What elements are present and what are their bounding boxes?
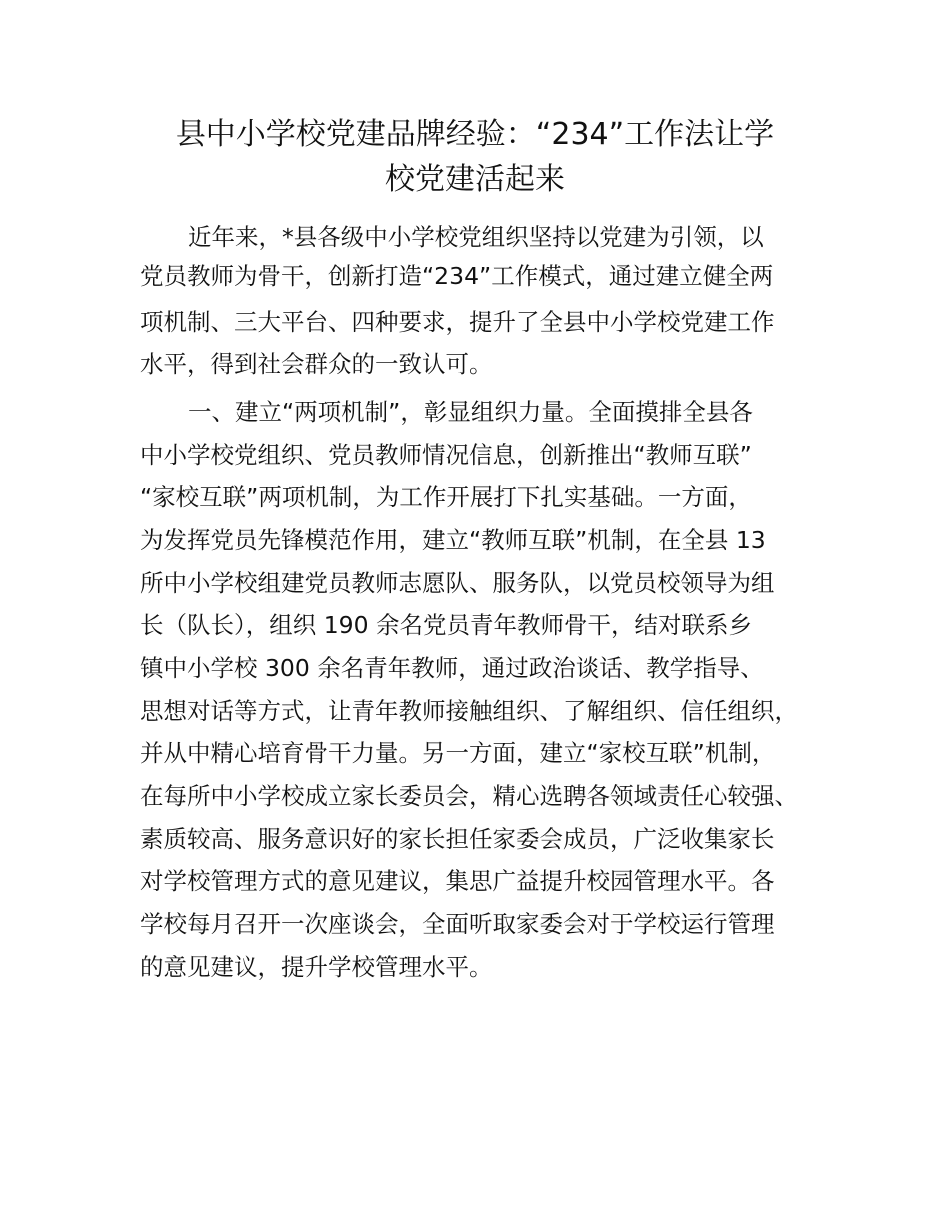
text-line: 素质较高、服务意识好的家长担任家委会成员，广泛收集家长 <box>140 825 775 853</box>
text-line: 所中小学校组建党员教师志愿队、服务队，以党员校领导为组 <box>140 569 775 597</box>
text-line: 镇中小学校 300 余名青年教师，通过政治谈话、教学指导、 <box>140 654 764 682</box>
title-line: 县中小学校党建品牌经验：“234”工作法让学 <box>175 117 775 152</box>
text-line: 对学校管理方式的意见建议，集思广益提升校园管理水平。各 <box>140 867 775 895</box>
text-line: 项机制、三大平台、四种要求，提升了全县中小学校党建工作 <box>140 308 775 336</box>
text-line: 的意见建议，提升学校管理水平。 <box>140 953 493 981</box>
text-line: 一、建立“两项机制”，彰显组织力量。全面摸排全县各 <box>188 398 753 426</box>
title-line: 校党建活起来 <box>385 162 565 197</box>
text-line: 在每所中小学校成立家长委员会，精心选聘各领域责任心较强、 <box>140 782 798 810</box>
text-line: 思想对话等方式，让青年教师接触组织、了解组织、信任组织， <box>140 697 798 725</box>
text-line: 近年来，*县各级中小学校党组织坚持以党建为引领，以 <box>188 223 764 251</box>
text-line: 水平，得到社会群众的一致认可。 <box>140 350 493 378</box>
text-line: 党员教师为骨干，创新打造“234”工作模式，通过建立健全两 <box>140 262 774 290</box>
text-line: 学校每月召开一次座谈会，全面听取家委会对于学校运行管理 <box>140 910 775 938</box>
text-line: 为发挥党员先锋模范作用，建立“教师互联”机制，在全县 13 <box>140 526 766 554</box>
text-line: 长（队长），组织 190 余名党员青年教师骨干，结对联系乡 <box>140 611 753 639</box>
text-line: 并从中精心培育骨干力量。另一方面，建立“家校互联”机制， <box>140 739 776 767</box>
text-line: 中小学校党组织、党员教师情况信息，创新推出“教师互联” <box>140 441 752 469</box>
text-line: “家校互联”两项机制，为工作开展打下扎实基础。一方面， <box>140 483 752 511</box>
